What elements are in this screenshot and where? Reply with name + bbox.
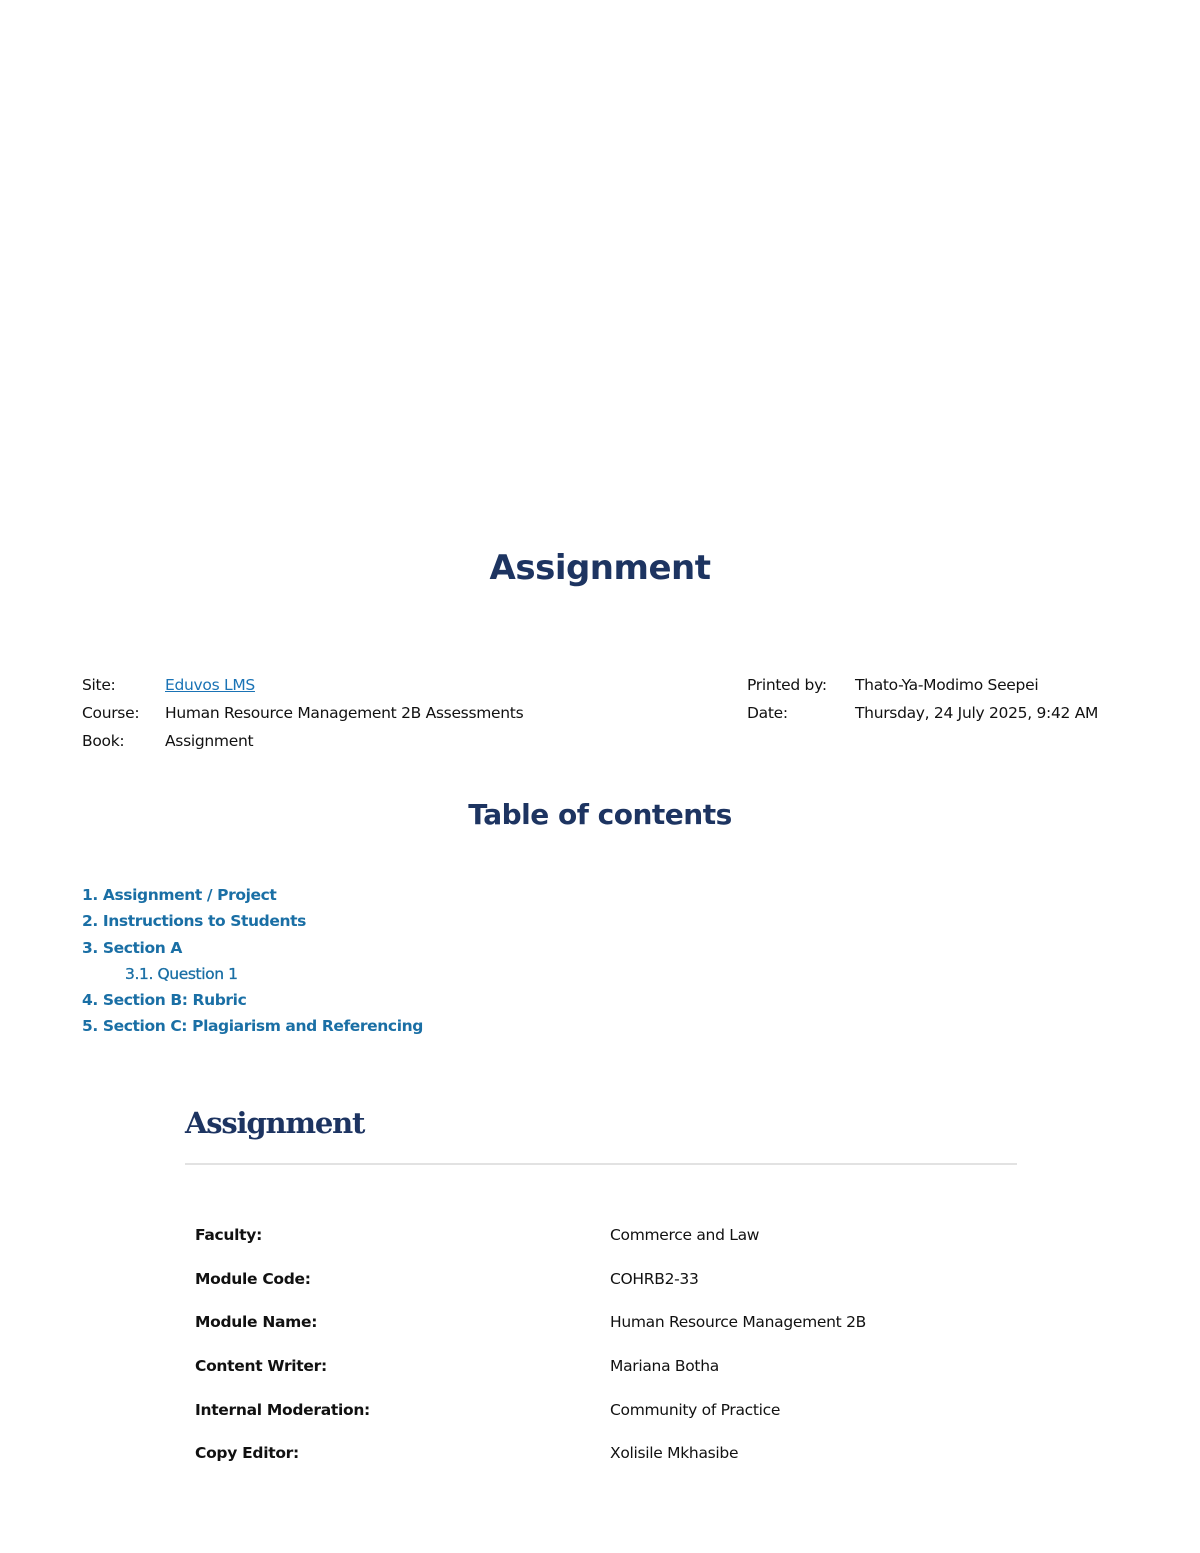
section-divider	[185, 1163, 1017, 1165]
copy-editor-value: Xolisile Mkhasibe	[610, 1444, 739, 1463]
faculty-label: Faculty:	[195, 1225, 262, 1244]
content-writer-value: Mariana Botha	[610, 1356, 719, 1375]
table-of-contents	[82, 882, 423, 1040]
toc-item-section-a[interactable]: 3. Section A	[82, 938, 182, 957]
module-name-label: Module Name:	[195, 1313, 318, 1332]
table-row	[195, 1213, 975, 1257]
table-row	[195, 1257, 975, 1301]
table-row	[195, 1431, 975, 1475]
toc-item-question-1[interactable]: 3.1. Question 1	[125, 964, 238, 983]
module-info-table	[195, 1213, 975, 1475]
section-heading: Assignment	[185, 1106, 365, 1140]
toc-item-assignment-project[interactable]: 1. Assignment / Project	[82, 886, 277, 904]
internal-moderation-value: Community of Practice	[610, 1400, 781, 1419]
table-row	[195, 1388, 975, 1432]
book-value: Assignment	[165, 732, 254, 750]
document-title: Assignment	[489, 548, 711, 588]
toc-item-section-b-rubric[interactable]: 4. Section B: Rubric	[82, 991, 247, 1010]
module-code-label: Module Code:	[195, 1269, 311, 1288]
date-label: Date:	[747, 704, 788, 722]
printed-by-label: Printed by:	[747, 676, 827, 694]
module-name-value: Human Resource Management 2B	[610, 1313, 866, 1332]
printed-by-value: Thato-Ya-Modimo Seepei	[855, 676, 1039, 694]
site-label: Site:	[82, 676, 116, 694]
module-code-value: COHRB2-33	[610, 1269, 699, 1288]
table-row	[195, 1300, 975, 1344]
course-label: Course:	[82, 704, 140, 722]
course-value: Human Resource Management 2B Assessments	[165, 704, 524, 722]
internal-moderation-label: Internal Moderation:	[195, 1400, 370, 1419]
date-value: Thursday, 24 July 2025, 9:42 AM	[855, 704, 1099, 722]
toc-title: Table of contents	[468, 798, 732, 831]
faculty-value: Commerce and Law	[610, 1225, 760, 1244]
toc-item-section-c-plagiarism[interactable]: 5. Section C: Plagiarism and Referencing	[82, 1017, 423, 1036]
meta-block	[82, 676, 1122, 760]
book-label: Book:	[82, 732, 125, 750]
copy-editor-label: Copy Editor:	[195, 1444, 299, 1463]
toc-item-instructions[interactable]: 2. Instructions to Students	[82, 912, 306, 931]
site-link[interactable]: Eduvos LMS	[165, 676, 255, 694]
table-row	[195, 1344, 975, 1388]
content-writer-label: Content Writer:	[195, 1356, 327, 1375]
